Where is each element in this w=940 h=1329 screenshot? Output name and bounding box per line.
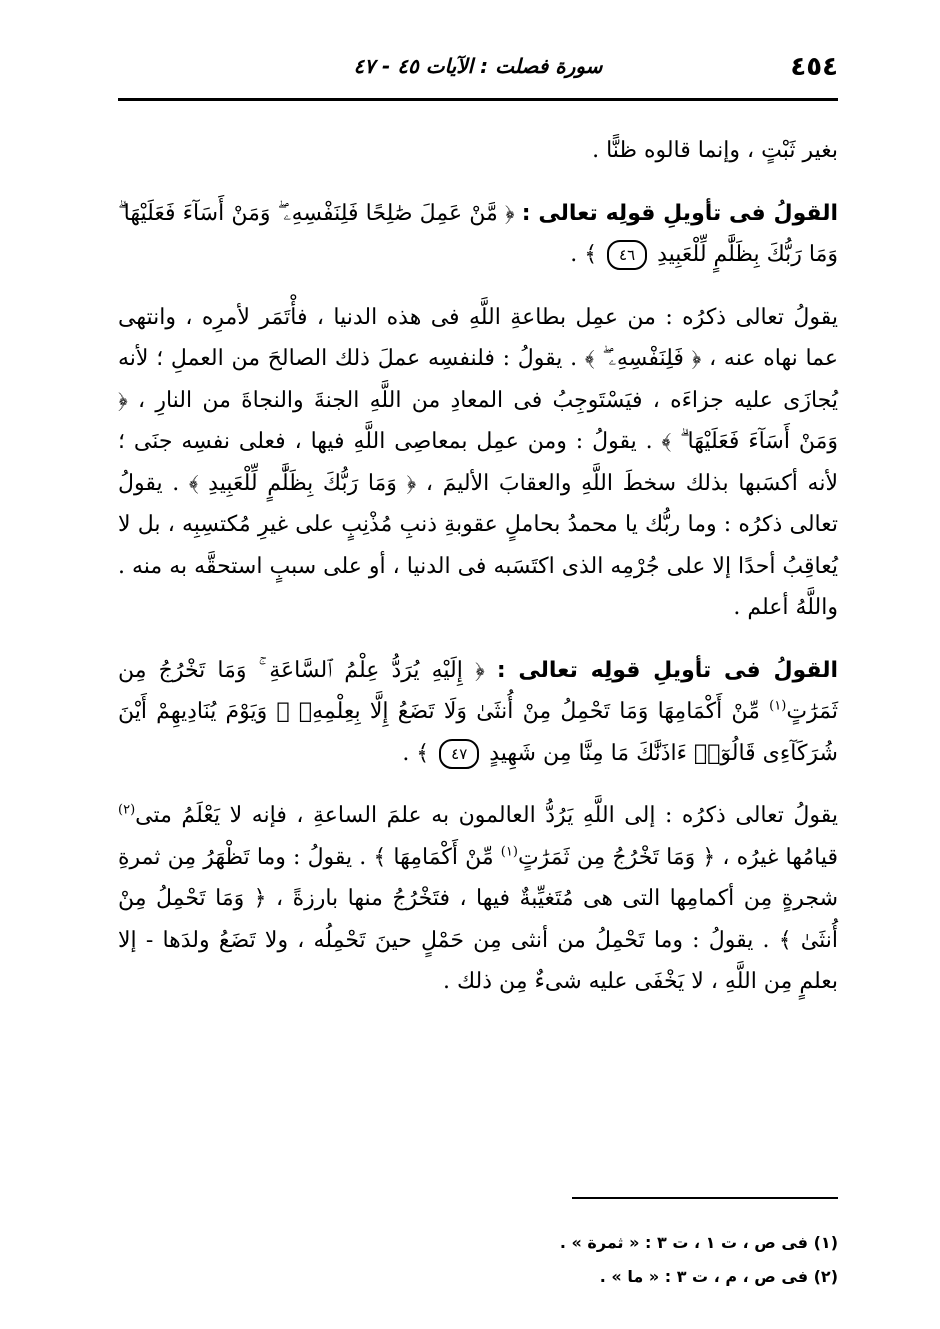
page-header: [118, 52, 838, 88]
footnote-ref: (٢): [118, 802, 136, 818]
ayah-number-marker: ٤٦: [607, 240, 647, 270]
commentary-text: مِّنْ أَكْمَامِهَا ﴾ . يقولُ : وما تَظْهَرُ مِن ثمرةِ شجرةٍ مِن أكمامِها التى هى مُتَغيِّبةٌ فيها ، فتَخْرُجُ منها بارزةً ، ﴿ وَمَا تَحْمِلُ مِنْ أُنثَىٰ ﴾ . يقولُ : وما تَحْمِلُ من أنثى مِن حَمْلٍ حينَ تَحْمِلُه ، ولا تَضَعُ ولدَها - إلا بعلمٍ مِن اللَّهِ ، لا يَخْفَى عليه شىءٌ مِن ذلك .: [118, 844, 838, 994]
footnote-separator: [572, 1197, 838, 1199]
running-title: سورة فصلت : الآيات ٤٥ - ٤٧: [353, 54, 603, 78]
section-46-heading-paragraph: [118, 193, 838, 276]
footnote-2: (٢) فى ص ، م ، ت ٣ : « ما » .: [599, 1267, 838, 1286]
verse-close: ﴾ .: [570, 242, 598, 267]
commentary-text: يقولُ تعالى ذكرُه : إلى اللَّهِ يَرُدُّ العالمون به علمَ الساعةِ ، فإنه لا يَعْلَمُ متى: [135, 803, 838, 828]
footnote-ref: (١): [769, 698, 787, 714]
page-number: ٤٥٤: [790, 52, 838, 82]
footnote-ref: (١): [500, 844, 518, 860]
footnotes: [118, 1226, 838, 1294]
section-47-heading-paragraph: [118, 650, 838, 775]
main-text: [118, 130, 838, 1003]
verse-close: ﴾ .: [402, 740, 430, 766]
commentary-paragraph: يقولُ تعالى ذكرُه : من عمِل بطاعةِ اللَّهِ فى هذه الدنيا ، فأْتَمَر لأمرِه ، وانتهى عما نهاه عنه ، ﴿ فَلِنَفْسِهِۦ ۖ ﴾ . يقولُ : فلنفسِه عملَ ذلك الصالحَ من العملِ ؛ لأنه يُجازَى عليه جزاءَه ، فيَسْتَوجِبُ فى المعادِ من اللَّهِ الجنةَ والنجاةَ من النارِ ، ﴿ وَمَنْ أَسَآءَ فَعَلَيْهَا ۗ ﴾ . يقولُ : ومن عمِل بمعاصِى اللَّهِ فيها ، فعلى نفسِه جنَى ؛ لأنه أكسَبها بذلك سخطَ اللَّهِ والعقابَ الأليمَ ، ﴿ وَمَا رَبُّكَ بِظَلَّٰمٍ لِّلْعَبِيدِ ﴾ . يقولُ تعالى ذكرُه : وما ربُّك يا محمدُ بحاملٍ عقوبةِ ذنبِ مُذْنِبٍ على غيرِ مُكتسِبِه ، بل لا يُعاقِبُ أحدًا إلا على جُرْمِه الذى اكتَسَبه فى الدنيا ، أو على سببٍ استحقَّه به منه . واللَّهُ أعلم .: [118, 304, 838, 620]
quran-verse: ﴿ مَّنْ عَمِلَ صَٰلِحًا فَلِنَفْسِهِۦ ۖ وَمَنْ أَسَآءَ فَعَلَيْهَا ۗ وَمَا رَبُّكَ بِظَلَّٰمٍ لِّلْعَبِيدِ: [118, 200, 838, 267]
section-heading: القولُ فى تأويلِ قولِه تعالى :: [521, 200, 838, 226]
quran-verse: ﴿ إِلَيْهِ يُرَدُّ عِلْمُ ٱلسَّاعَةِ ۚ وَمَا تَخْرُجُ مِن ثَمَرَٰتٍ: [118, 657, 839, 724]
footnote-1: (١) فى ص ، ت ١ ، ت ٣ : « ثمرة » .: [559, 1233, 838, 1252]
header-rule: [118, 98, 838, 101]
section-heading: القولُ فى تأويلِ قولِه تعالى :: [496, 657, 838, 683]
ayah-number-marker: ٤٧: [439, 739, 479, 769]
commentary-paragraph: [118, 795, 838, 1003]
intro-line: بغير ثَبْتٍ ، وإنما قالوه ظنًّا .: [592, 138, 838, 163]
commentary-text: قيامُها غيرُه ، ﴿ وَمَا تَخْرُجُ مِن ثَمَرَٰتٍ: [517, 844, 838, 870]
quran-verse: مِّنْ أَكْمَامِهَا وَمَا تَحْمِلُ مِنْ أُنثَىٰ وَلَا تَضَعُ إِلَّا بِعِلْمِهِۦ ۚ وَيَوْمَ يُنَادِيهِمْ أَيْنَ شُرَكَآءِى قَالُوٓا۟ ءَاذَنَّٰكَ مَا مِنَّا مِن شَهِيدٍ: [118, 699, 838, 766]
